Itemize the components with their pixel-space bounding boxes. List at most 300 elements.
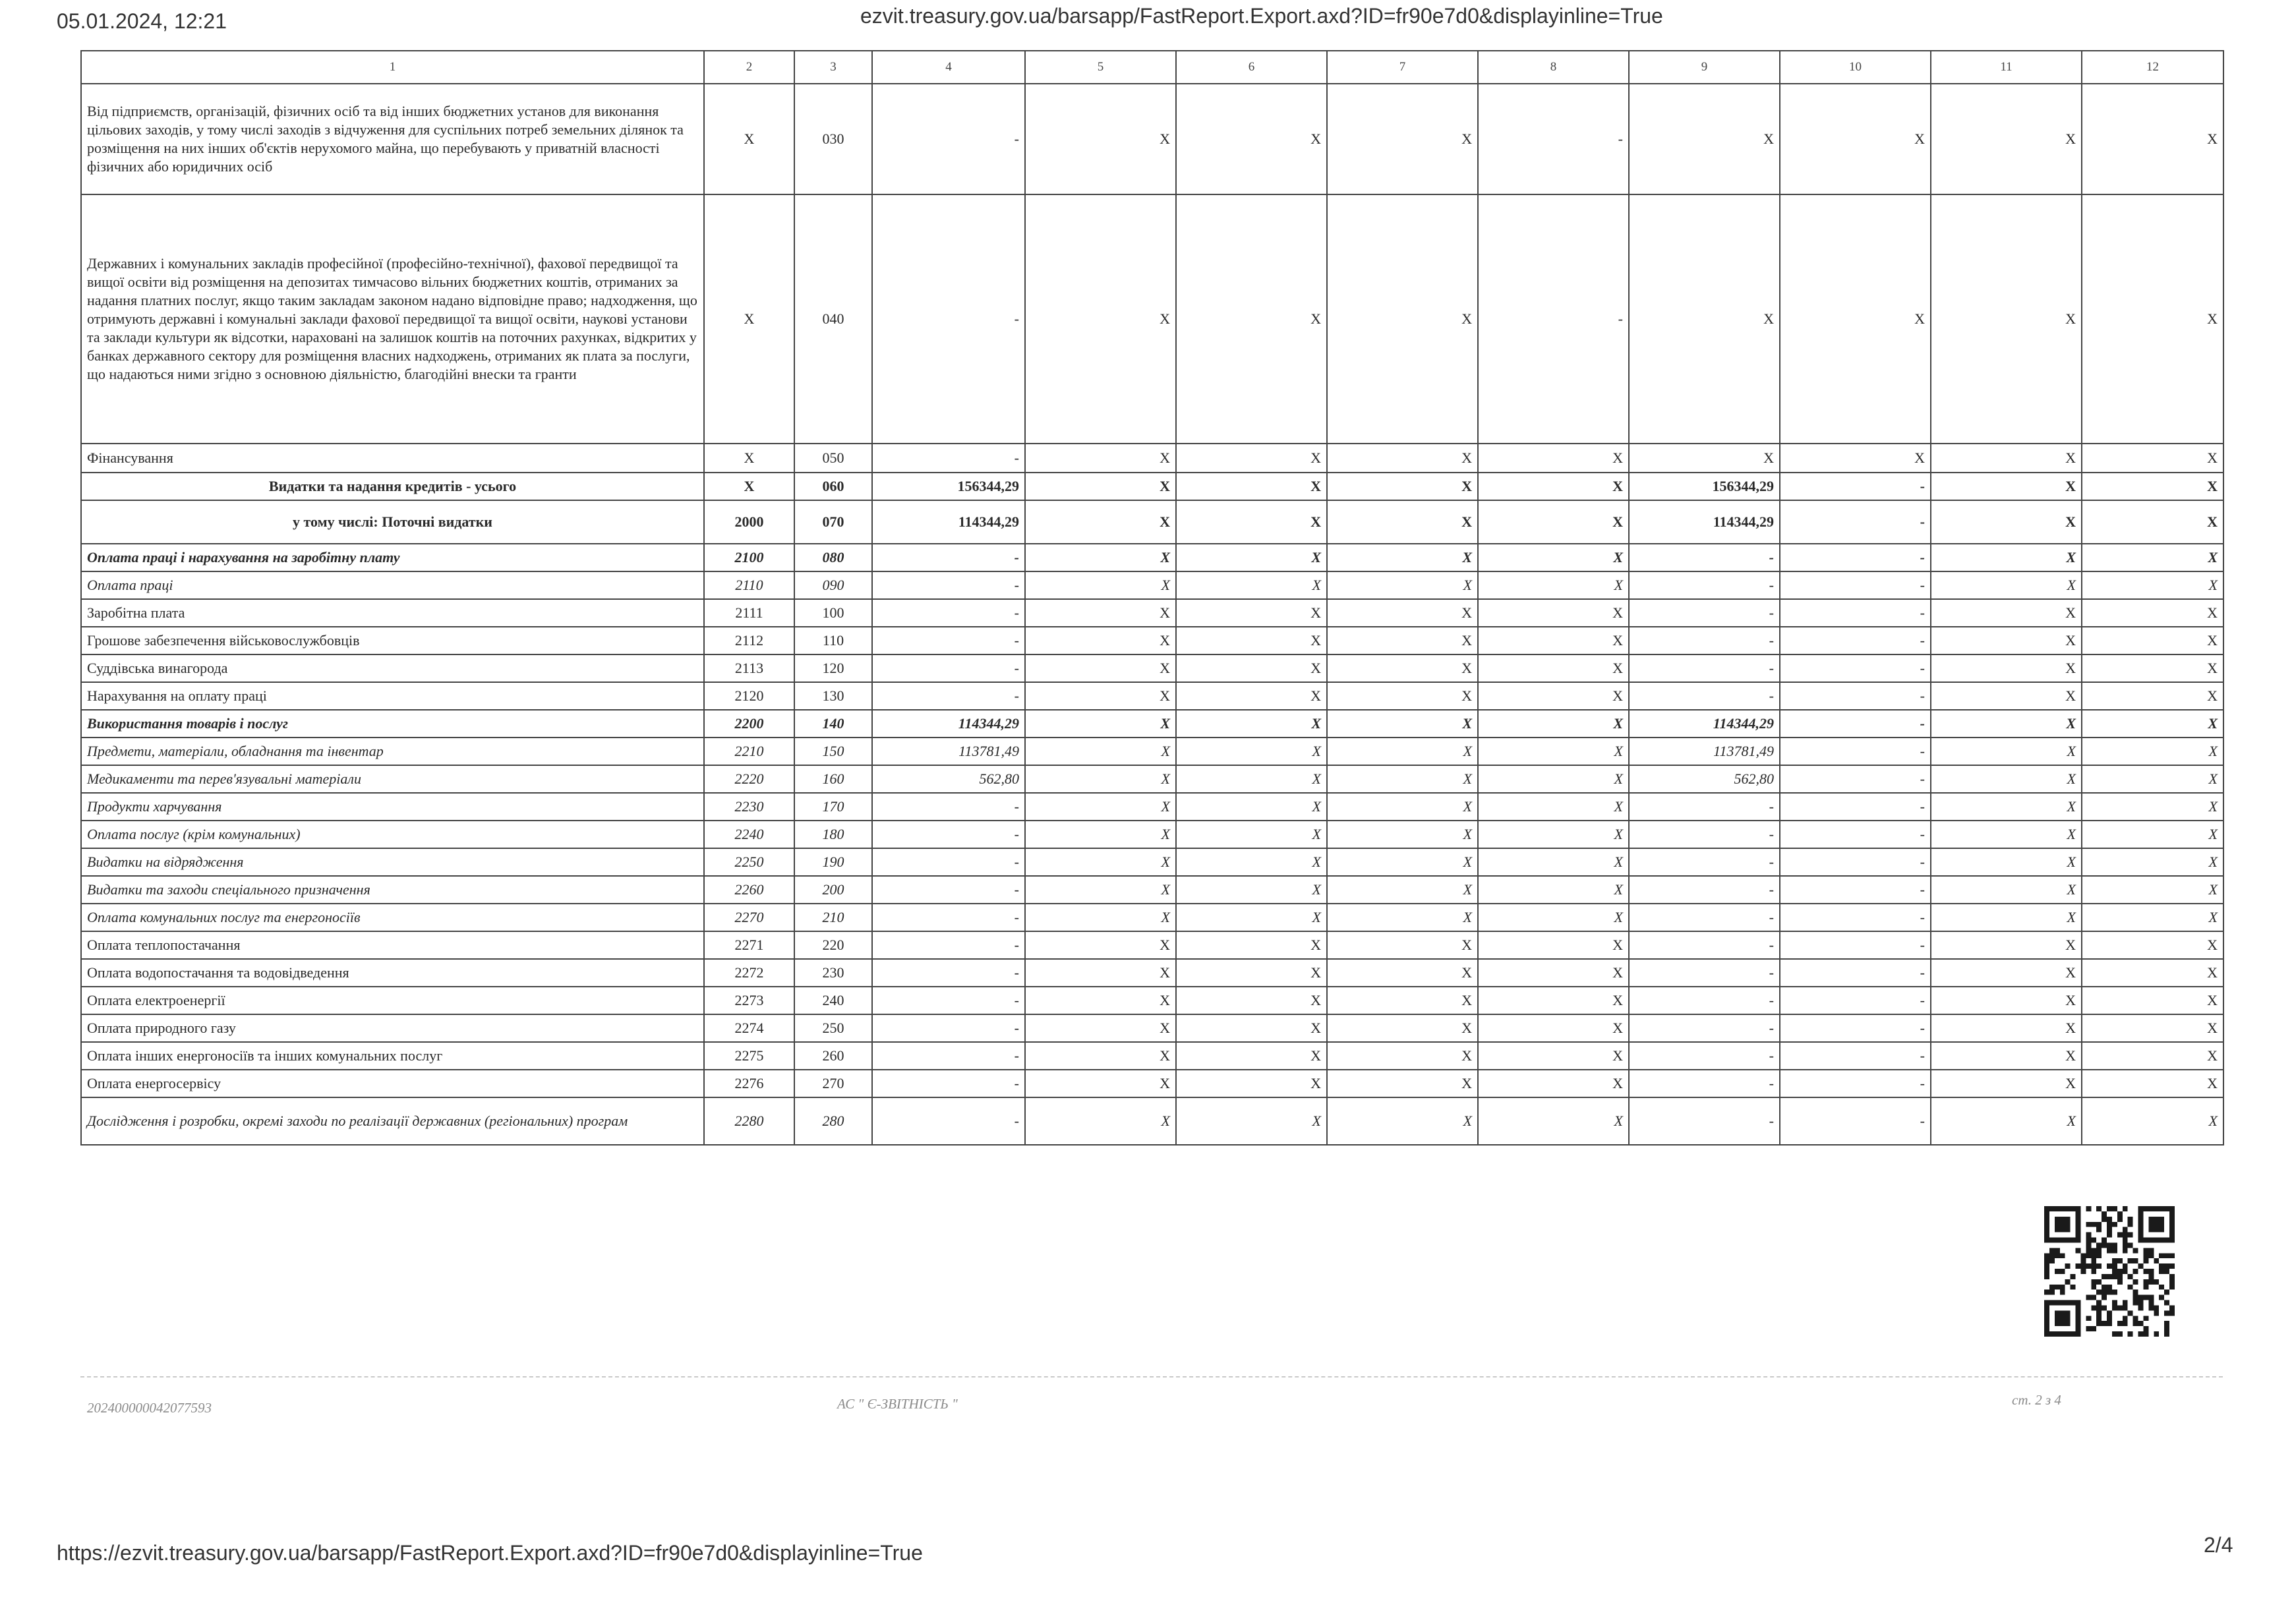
value-cell: X (1025, 194, 1176, 444)
kekv-code-cell: X (704, 84, 794, 194)
value-cell: X (2082, 931, 2223, 959)
column-number-cell: 3 (794, 51, 872, 84)
value-cell: 562,80 (872, 765, 1025, 793)
value-cell: X (1327, 710, 1478, 738)
value-cell: X (1780, 84, 1931, 194)
value-cell: X (1327, 876, 1478, 904)
value-cell: - (1780, 876, 1931, 904)
value-cell: X (1327, 599, 1478, 627)
value-cell: - (872, 194, 1025, 444)
value-cell: X (1176, 1097, 1327, 1145)
value-cell: X (1629, 84, 1780, 194)
line-code-cell: 240 (794, 987, 872, 1014)
value-cell: X (1478, 654, 1629, 682)
value-cell: - (1780, 571, 1931, 599)
value-cell: - (1780, 710, 1931, 738)
value-cell: - (872, 627, 1025, 654)
value-cell: X (1327, 654, 1478, 682)
value-cell: X (2082, 738, 2223, 765)
value-cell: X (2082, 194, 2223, 444)
value-cell: - (1780, 738, 1931, 765)
value-cell: X (1780, 194, 1931, 444)
value-cell: - (1780, 821, 1931, 848)
value-cell: X (1025, 959, 1176, 987)
row-label-cell: Від підприємств, організацій, фізичних осіб та від інших бюджетних установ для виконання цільових заходів, у тому числі заходів з відчуження для суспільних потреб земельних ділянок та розміщення на них інших об'єктів нерухомого майна, що перебувають у приватній власності фізичних або юридичних осіб (81, 84, 704, 194)
value-cell: X (1478, 599, 1629, 627)
row-label-cell: Медикаменти та перев'язувальні матеріали (81, 765, 704, 793)
line-code-cell: 200 (794, 876, 872, 904)
value-cell: X (1931, 571, 2082, 599)
value-cell: X (1327, 848, 1478, 876)
value-cell: X (1176, 848, 1327, 876)
value-cell: - (872, 654, 1025, 682)
row-label-cell: Оплата електроенергії (81, 987, 704, 1014)
value-cell: X (1025, 738, 1176, 765)
value-cell: - (1629, 904, 1780, 931)
value-cell: - (1629, 654, 1780, 682)
line-code-cell: 190 (794, 848, 872, 876)
value-cell: - (1780, 931, 1931, 959)
value-cell: X (1931, 544, 2082, 571)
value-cell: X (1176, 959, 1327, 987)
value-cell: X (1478, 931, 1629, 959)
value-cell: X (1025, 500, 1176, 544)
line-code-cell: 090 (794, 571, 872, 599)
kekv-code-cell: 2230 (704, 793, 794, 821)
row-label-cell: Оплата енергосервісу (81, 1070, 704, 1097)
value-cell: X (2082, 1042, 2223, 1070)
value-cell: X (1025, 793, 1176, 821)
page-counter: ст. 2 з 4 (2012, 1392, 2061, 1408)
value-cell: X (2082, 654, 2223, 682)
value-cell: - (1780, 959, 1931, 987)
kekv-code-cell: 2000 (704, 500, 794, 544)
value-cell: X (1176, 654, 1327, 682)
line-code-cell: 250 (794, 1014, 872, 1042)
line-code-cell: 150 (794, 738, 872, 765)
value-cell: - (1780, 793, 1931, 821)
value-cell: X (1931, 1070, 2082, 1097)
value-cell: - (872, 959, 1025, 987)
value-cell: X (1931, 710, 2082, 738)
document-id: 202400000042077593 (87, 1400, 212, 1416)
value-cell: - (1629, 793, 1780, 821)
value-cell: X (1327, 444, 1478, 473)
value-cell: X (1478, 571, 1629, 599)
value-cell: X (1478, 444, 1629, 473)
value-cell: X (2082, 500, 2223, 544)
value-cell: X (1327, 1014, 1478, 1042)
value-cell: X (1327, 738, 1478, 765)
value-cell: X (1931, 848, 2082, 876)
line-code-cell: 110 (794, 627, 872, 654)
row-label-cell: Оплата водопостачання та водовідведення (81, 959, 704, 987)
table-row (81, 599, 2223, 627)
kekv-code-cell: 2271 (704, 931, 794, 959)
value-cell: 114344,29 (872, 710, 1025, 738)
row-label-cell: Оплата комунальних послуг та енергоносіїв (81, 904, 704, 931)
kekv-code-cell: 2260 (704, 876, 794, 904)
value-cell: X (1025, 931, 1176, 959)
value-cell: X (1327, 84, 1478, 194)
table-row (81, 710, 2223, 738)
value-cell: - (1629, 571, 1780, 599)
column-number-cell: 4 (872, 51, 1025, 84)
print-page-number: 2/4 (2204, 1533, 2233, 1557)
kekv-code-cell: 2274 (704, 1014, 794, 1042)
value-cell: - (1629, 544, 1780, 571)
value-cell: X (1931, 627, 2082, 654)
kekv-code-cell: 2220 (704, 765, 794, 793)
value-cell: X (1327, 544, 1478, 571)
value-cell: 114344,29 (872, 500, 1025, 544)
value-cell: X (1478, 904, 1629, 931)
value-cell: X (1025, 710, 1176, 738)
value-cell: X (1327, 904, 1478, 931)
value-cell: - (1629, 987, 1780, 1014)
value-cell: X (2082, 1070, 2223, 1097)
column-number-cell: 6 (1176, 51, 1327, 84)
row-label-cell: Суддівська винагорода (81, 654, 704, 682)
value-cell: X (1025, 904, 1176, 931)
value-cell: - (872, 848, 1025, 876)
value-cell: X (1025, 876, 1176, 904)
value-cell: X (1931, 765, 2082, 793)
value-cell: X (1176, 84, 1327, 194)
value-cell: X (1025, 1014, 1176, 1042)
print-footer-url: https://ezvit.treasury.gov.ua/barsapp/FastReport.Export.axd?ID=fr90e7d0&displayinline=True (57, 1541, 923, 1565)
value-cell: X (1931, 904, 2082, 931)
value-cell: X (1478, 627, 1629, 654)
value-cell: X (1327, 821, 1478, 848)
line-code-cell: 050 (794, 444, 872, 473)
value-cell: 156344,29 (872, 473, 1025, 500)
table-row (81, 194, 2223, 444)
value-cell: X (1327, 473, 1478, 500)
value-cell: - (1780, 473, 1931, 500)
value-cell: X (1025, 473, 1176, 500)
value-cell: X (1327, 194, 1478, 444)
value-cell: X (1931, 738, 2082, 765)
value-cell: - (1780, 682, 1931, 710)
row-label-cell: у тому числі: Поточні видатки (81, 500, 704, 544)
value-cell: X (1327, 959, 1478, 987)
table-row (81, 959, 2223, 987)
value-cell: - (872, 1097, 1025, 1145)
value-cell: X (1327, 1042, 1478, 1070)
value-cell: - (872, 793, 1025, 821)
value-cell: - (872, 544, 1025, 571)
value-cell: - (872, 931, 1025, 959)
value-cell: - (1780, 848, 1931, 876)
value-cell: X (1931, 821, 2082, 848)
value-cell: X (1931, 682, 2082, 710)
line-code-cell: 070 (794, 500, 872, 544)
table-row (81, 627, 2223, 654)
line-code-cell: 270 (794, 1070, 872, 1097)
kekv-code-cell: 2276 (704, 1070, 794, 1097)
kekv-code-cell: X (704, 444, 794, 473)
value-cell: X (1176, 194, 1327, 444)
value-cell: X (2082, 765, 2223, 793)
value-cell: X (2082, 959, 2223, 987)
value-cell: X (1327, 1070, 1478, 1097)
table-row (81, 571, 2223, 599)
value-cell: X (1176, 571, 1327, 599)
line-code-cell: 120 (794, 654, 872, 682)
row-label-cell: Заробітна плата (81, 599, 704, 627)
value-cell: X (1478, 1070, 1629, 1097)
column-number-cell: 2 (704, 51, 794, 84)
footer-divider (80, 1376, 2223, 1378)
column-number-cell: 8 (1478, 51, 1629, 84)
kekv-code-cell: 2113 (704, 654, 794, 682)
value-cell: X (1931, 444, 2082, 473)
value-cell: - (872, 1042, 1025, 1070)
value-cell: X (1176, 765, 1327, 793)
kekv-code-cell: 2111 (704, 599, 794, 627)
line-code-cell: 220 (794, 931, 872, 959)
value-cell: X (1931, 654, 2082, 682)
value-cell: X (2082, 710, 2223, 738)
value-cell: X (1478, 473, 1629, 500)
kekv-code-cell: 2273 (704, 987, 794, 1014)
value-cell: - (1629, 1070, 1780, 1097)
table-row (81, 84, 2223, 194)
print-header-url: ezvit.treasury.gov.ua/barsapp/FastReport.Export.axd?ID=fr90e7d0&displayinline=True (860, 4, 1663, 28)
value-cell: X (1176, 627, 1327, 654)
table-row (81, 738, 2223, 765)
table-row (81, 544, 2223, 571)
value-cell: - (872, 1014, 1025, 1042)
kekv-code-cell: 2250 (704, 848, 794, 876)
table-row (81, 821, 2223, 848)
value-cell: - (1629, 876, 1780, 904)
table-row (81, 654, 2223, 682)
column-number-cell: 1 (81, 51, 704, 84)
value-cell: X (1478, 987, 1629, 1014)
row-label-cell: Оплата інших енергоносіїв та інших комунальних послуг (81, 1042, 704, 1070)
value-cell: X (2082, 876, 2223, 904)
value-cell: - (872, 444, 1025, 473)
value-cell: 113781,49 (872, 738, 1025, 765)
line-code-cell: 260 (794, 1042, 872, 1070)
kekv-code-cell: 2100 (704, 544, 794, 571)
value-cell: X (1176, 821, 1327, 848)
row-label-cell: Оплата теплопостачання (81, 931, 704, 959)
value-cell: X (2082, 682, 2223, 710)
value-cell: X (1025, 654, 1176, 682)
kekv-code-cell: X (704, 473, 794, 500)
column-number-cell: 10 (1780, 51, 1931, 84)
line-code-cell: 130 (794, 682, 872, 710)
value-cell: X (1025, 1070, 1176, 1097)
value-cell: X (2082, 544, 2223, 571)
kekv-code-cell: 2120 (704, 682, 794, 710)
value-cell: X (1478, 544, 1629, 571)
value-cell: - (1629, 848, 1780, 876)
value-cell: X (1025, 848, 1176, 876)
value-cell: - (1629, 931, 1780, 959)
value-cell: X (2082, 444, 2223, 473)
value-cell: X (1176, 904, 1327, 931)
value-cell: X (2082, 987, 2223, 1014)
value-cell: X (1176, 444, 1327, 473)
row-label-cell: Грошове забезпечення військовослужбовців (81, 627, 704, 654)
row-label-cell: Видатки та надання кредитів - усього (81, 473, 704, 500)
value-cell: X (1780, 444, 1931, 473)
value-cell: X (1478, 959, 1629, 987)
line-code-cell: 030 (794, 84, 872, 194)
value-cell: X (1931, 876, 2082, 904)
column-number-cell: 5 (1025, 51, 1176, 84)
value-cell: X (2082, 599, 2223, 627)
value-cell: X (1931, 1097, 2082, 1145)
value-cell: X (1327, 571, 1478, 599)
line-code-cell: 210 (794, 904, 872, 931)
value-cell: X (1478, 1014, 1629, 1042)
row-label-cell: Дослідження і розробки, окремі заходи по реалізації державних (регіональних) програм (81, 1097, 704, 1145)
value-cell: X (1025, 627, 1176, 654)
value-cell: 113781,49 (1629, 738, 1780, 765)
line-code-cell: 180 (794, 821, 872, 848)
value-cell: - (1629, 1042, 1780, 1070)
value-cell: X (1629, 194, 1780, 444)
column-number-cell: 7 (1327, 51, 1478, 84)
value-cell: X (1478, 793, 1629, 821)
table-row (81, 444, 2223, 473)
value-cell: X (1025, 765, 1176, 793)
line-code-cell: 100 (794, 599, 872, 627)
value-cell: - (1629, 1097, 1780, 1145)
value-cell: - (1629, 1014, 1780, 1042)
value-cell: - (1780, 1097, 1931, 1145)
kekv-code-cell: 2210 (704, 738, 794, 765)
value-cell: - (1780, 1042, 1931, 1070)
table-row (81, 765, 2223, 793)
system-name: АС " Є-ЗВІТНІСТЬ " (837, 1396, 958, 1412)
column-number-cell: 9 (1629, 51, 1780, 84)
value-cell: X (1478, 710, 1629, 738)
value-cell: X (1931, 793, 2082, 821)
budget-report-table (80, 50, 2224, 1146)
column-number-cell: 12 (2082, 51, 2223, 84)
value-cell: X (1478, 682, 1629, 710)
value-cell: - (872, 599, 1025, 627)
row-label-cell: Предмети, матеріали, обладнання та інвентар (81, 738, 704, 765)
line-code-cell: 140 (794, 710, 872, 738)
value-cell: X (1931, 473, 2082, 500)
value-cell: X (1931, 599, 2082, 627)
value-cell: X (1327, 987, 1478, 1014)
value-cell: X (1176, 682, 1327, 710)
value-cell: X (2082, 84, 2223, 194)
value-cell: 114344,29 (1629, 500, 1780, 544)
value-cell: X (1629, 444, 1780, 473)
table-row (81, 793, 2223, 821)
value-cell: X (1025, 84, 1176, 194)
value-cell: 156344,29 (1629, 473, 1780, 500)
kekv-code-cell: 2272 (704, 959, 794, 987)
value-cell: X (1025, 571, 1176, 599)
row-label-cell: Продукти харчування (81, 793, 704, 821)
value-cell: X (1931, 987, 2082, 1014)
value-cell: X (1176, 931, 1327, 959)
value-cell: X (1327, 1097, 1478, 1145)
line-code-cell: 230 (794, 959, 872, 987)
row-label-cell: Оплата природного газу (81, 1014, 704, 1042)
value-cell: 562,80 (1629, 765, 1780, 793)
value-cell: X (1931, 500, 2082, 544)
column-number-cell: 11 (1931, 51, 2082, 84)
value-cell: X (1931, 84, 2082, 194)
value-cell: X (2082, 1097, 2223, 1145)
line-code-cell: 280 (794, 1097, 872, 1145)
kekv-code-cell: X (704, 194, 794, 444)
value-cell: X (1327, 627, 1478, 654)
value-cell: - (872, 682, 1025, 710)
table-row (81, 1070, 2223, 1097)
value-cell: X (1327, 682, 1478, 710)
value-cell: X (1176, 473, 1327, 500)
value-cell: X (1931, 194, 2082, 444)
value-cell: X (1176, 738, 1327, 765)
value-cell: X (1478, 500, 1629, 544)
value-cell: X (1327, 765, 1478, 793)
line-code-cell: 040 (794, 194, 872, 444)
value-cell: - (1780, 627, 1931, 654)
value-cell: X (1025, 444, 1176, 473)
value-cell: X (2082, 627, 2223, 654)
value-cell: X (1478, 821, 1629, 848)
line-code-cell: 060 (794, 473, 872, 500)
table-row (81, 1042, 2223, 1070)
value-cell: - (872, 987, 1025, 1014)
value-cell: X (1176, 544, 1327, 571)
value-cell: X (2082, 793, 2223, 821)
kekv-code-cell: 2275 (704, 1042, 794, 1070)
value-cell: X (2082, 848, 2223, 876)
value-cell: X (1176, 1042, 1327, 1070)
value-cell: X (2082, 473, 2223, 500)
value-cell: - (1780, 500, 1931, 544)
value-cell: X (1176, 710, 1327, 738)
value-cell: 114344,29 (1629, 710, 1780, 738)
value-cell: X (1327, 500, 1478, 544)
column-number-row (81, 51, 2223, 84)
kekv-code-cell: 2112 (704, 627, 794, 654)
table-row (81, 682, 2223, 710)
value-cell: X (1478, 1097, 1629, 1145)
value-cell: - (1629, 682, 1780, 710)
value-cell: X (1025, 682, 1176, 710)
table-row (81, 500, 2223, 544)
value-cell: - (872, 84, 1025, 194)
value-cell: X (1176, 793, 1327, 821)
kekv-code-cell: 2280 (704, 1097, 794, 1145)
value-cell: - (1780, 987, 1931, 1014)
row-label-cell: Фінансування (81, 444, 704, 473)
kekv-code-cell: 2240 (704, 821, 794, 848)
value-cell: X (1025, 987, 1176, 1014)
value-cell: - (1629, 627, 1780, 654)
print-datetime: 05.01.2024, 12:21 (57, 9, 227, 33)
value-cell: X (1478, 848, 1629, 876)
table-row (81, 987, 2223, 1014)
value-cell: X (1931, 931, 2082, 959)
row-label-cell: Оплата послуг (крім комунальних) (81, 821, 704, 848)
value-cell: - (872, 571, 1025, 599)
